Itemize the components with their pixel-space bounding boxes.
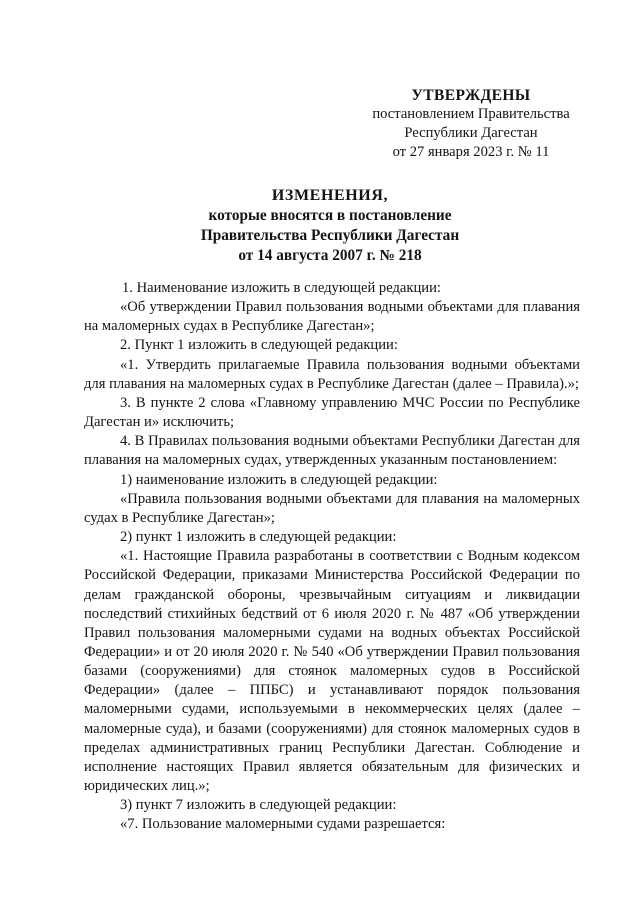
paragraph: 3. В пункте 2 слова «Главному управлению МЧС России по Республике Дагестан и» исключить; — [84, 394, 580, 431]
paragraph: 4. В Правилах пользования водными объектами Республики Дагестан для плавания на маломерных судах, утвержденных указанным постановлением: — [84, 433, 580, 469]
approval-heading: УТВЕРЖДЕНЫ — [411, 87, 531, 104]
approval-line-3: от 27 января 2023 г. № 11 — [392, 144, 550, 160]
paragraph: «Правила пользования водными объектами для плавания на маломерных судах в Республике Дагестан»; — [84, 490, 580, 526]
title-line-1: ИЗМЕНЕНИЯ, — [271, 187, 389, 204]
paragraph: «1. Настоящие Правила разработаны в соответствии с Водным кодексом Российской Федерации, приказами Министерства Российской Федерации по делам гражданской обороны, чрезвычайным ситуациям и ликвидации последствий стихийных бедствий от 6 июля 2020 г. № 487 «Об утверждении Правил пользования маломерными судами на водных объектах Российской Федерации» и от 20 июля 2020 г. № 540 «Об утверждении Правил пользования базами (сооружениями) для стоянок маломерных судов в Российской Федерации» (далее – ППБС) и устанавливают порядок пользования маломерными судами, используемыми в некоммерческих целях (далее – маломерные суда), и базами (сооружениями) для стоянок маломерных судов в пределах административных границ Республики Дагестан. Соблюдение и исполнение настоящих Правил является обязательным для физических и юридических лиц.»; — [84, 548, 580, 795]
paragraph: «Об утверждении Правил пользования водными объектами для плавания на маломерных судах в Республике Дагестан»; — [84, 299, 580, 335]
title-line-4: от 14 августа 2007 г. № 218 — [238, 247, 422, 264]
paragraph: 3) пункт 7 изложить в следующей редакции: — [120, 797, 397, 814]
paragraph: 1. Наименование изложить в следующей редакции: — [122, 280, 441, 296]
approval-stamp — [356, 86, 586, 162]
document-title — [60, 186, 600, 266]
paragraph: 2. Пункт 1 изложить в следующей редакции: — [120, 337, 398, 354]
paragraph: «7. Пользование маломерными судами разрешается: — [120, 816, 446, 833]
paragraph: 2) пункт 1 изложить в следующей редакции: — [120, 529, 397, 546]
approval-line-1: постановлением Правительства — [372, 106, 570, 122]
paragraph: 1) наименование изложить в следующей редакции: — [120, 471, 438, 488]
document-body — [84, 279, 580, 835]
title-line-3: Правительства Республики Дагестан — [200, 227, 460, 244]
title-line-2: которые вносятся в постановление — [208, 207, 452, 224]
paragraph: «1. Утвердить прилагаемые Правила пользования водными объектами для плавания на маломерных судах в Республике Дагестан (далее – Правила).»; — [84, 356, 580, 392]
approval-line-2: Республики Дагестан — [404, 125, 538, 141]
